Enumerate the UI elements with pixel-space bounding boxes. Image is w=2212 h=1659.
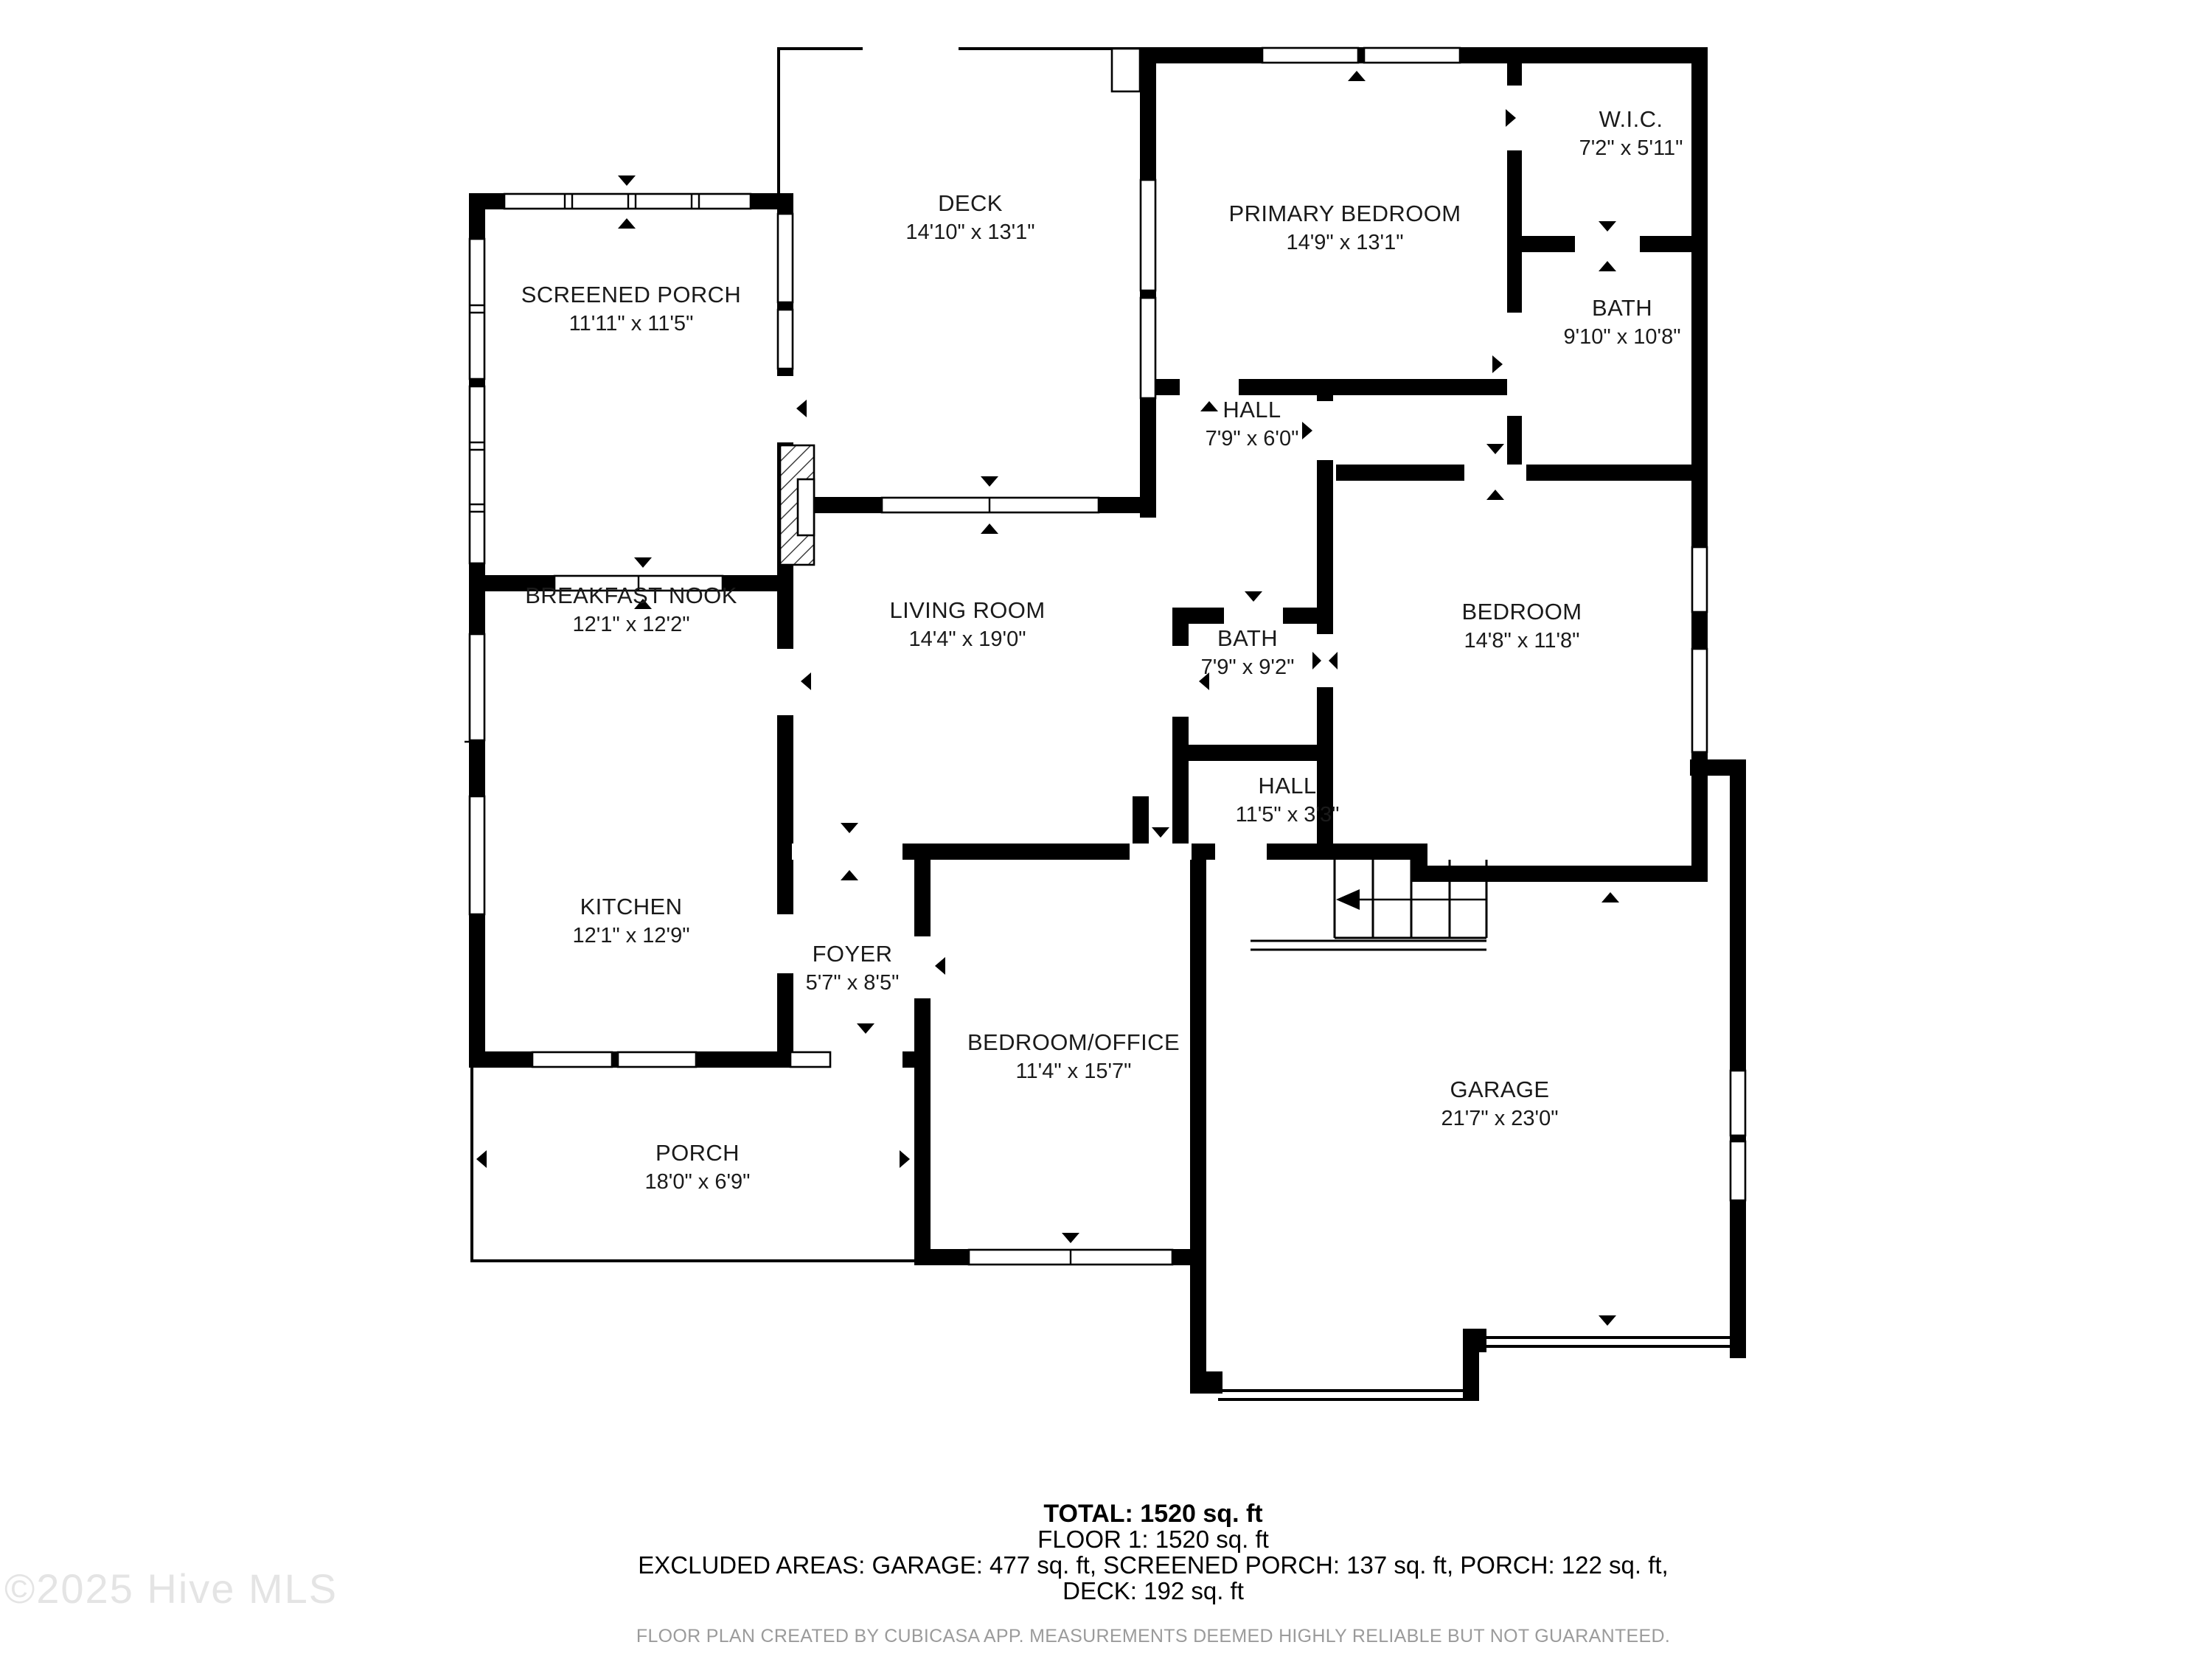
room-label-primary-bedroom: PRIMARY BEDROOM — [1228, 201, 1461, 226]
room-dims-bath-hall: 7'9" x 9'2" — [1200, 655, 1295, 679]
room-label-hall-upper: HALL — [1222, 397, 1281, 422]
room-dims-living-room: 14'4" x 19'0" — [908, 627, 1026, 651]
room-label-bath-hall: BATH — [1217, 625, 1278, 651]
room-dims-bedroom-office: 11'4" x 15'7" — [1015, 1060, 1132, 1083]
room-label-bedroom-office: BEDROOM/OFFICE — [967, 1029, 1180, 1055]
room-label-bedroom: BEDROOM — [1461, 599, 1582, 625]
excluded-areas-text-line2: DECK: 192 sq. ft — [1062, 1577, 1244, 1604]
room-label-deck: DECK — [938, 190, 1003, 216]
room-dims-screened-porch: 11'11" x 11'5" — [568, 312, 694, 335]
room-label-foyer: FOYER — [812, 941, 893, 967]
cubicasa-disclaimer: FLOOR PLAN CREATED BY CUBICASA APP. MEASUREMENTS DEEMED HIGHLY RELIABLE BUT NOT GUARANTEED. — [636, 1626, 1671, 1646]
excluded-areas-text-line1: EXCLUDED AREAS: GARAGE: 477 sq. ft, SCREENED PORCH: 137 sq. ft, PORCH: 122 sq. ft, — [638, 1551, 1669, 1579]
room-label-garage: GARAGE — [1450, 1077, 1550, 1102]
stairs-direction-arrow — [1336, 889, 1360, 910]
room-dims-bedroom: 14'8" x 11'8" — [1464, 629, 1580, 653]
room-dims-hall-upper: 7'9" x 6'0" — [1205, 427, 1299, 451]
room-dims-primary-bedroom: 14'9" x 13'1" — [1286, 231, 1404, 254]
room-dims-breakfast-nook: 12'1" x 12'2" — [572, 613, 690, 636]
room-label-screened-porch: SCREENED PORCH — [521, 282, 742, 307]
room-dims-deck: 14'10" x 13'1" — [905, 220, 1035, 244]
room-label-breakfast-nook: BREAKFAST NOOK — [525, 582, 737, 608]
room-label-living-room: LIVING ROOM — [889, 597, 1046, 623]
walls — [469, 47, 1746, 1401]
room-label-porch: PORCH — [655, 1140, 740, 1166]
room-label-kitchen: KITCHEN — [580, 894, 683, 919]
room-label-wic: W.I.C. — [1599, 106, 1663, 132]
room-dims-bath-primary: 9'10" x 10'8" — [1563, 325, 1681, 349]
room-label-hall-lower: HALL — [1258, 773, 1317, 799]
hive-mls-watermark: ©2025 Hive MLS — [4, 1565, 338, 1612]
room-dims-hall-lower: 11'5" x 3'3" — [1235, 803, 1340, 827]
fireplace — [780, 445, 814, 565]
room-dims-kitchen: 12'1" x 12'9" — [572, 924, 690, 947]
room-label-bath-primary: BATH — [1592, 295, 1652, 321]
room-dims-porch: 18'0" x 6'9" — [644, 1170, 751, 1194]
room-dims-garage: 21'7" x 23'0" — [1441, 1107, 1559, 1130]
total-area-text: TOTAL: 1520 sq. ft — [1043, 1500, 1263, 1528]
room-dims-foyer: 5'7" x 8'5" — [805, 971, 900, 995]
floor1-area-text: FLOOR 1: 1520 sq. ft — [1037, 1526, 1269, 1553]
room-dims-wic: 7'2" x 5'11" — [1579, 136, 1683, 160]
door-arrows — [476, 71, 1619, 1326]
